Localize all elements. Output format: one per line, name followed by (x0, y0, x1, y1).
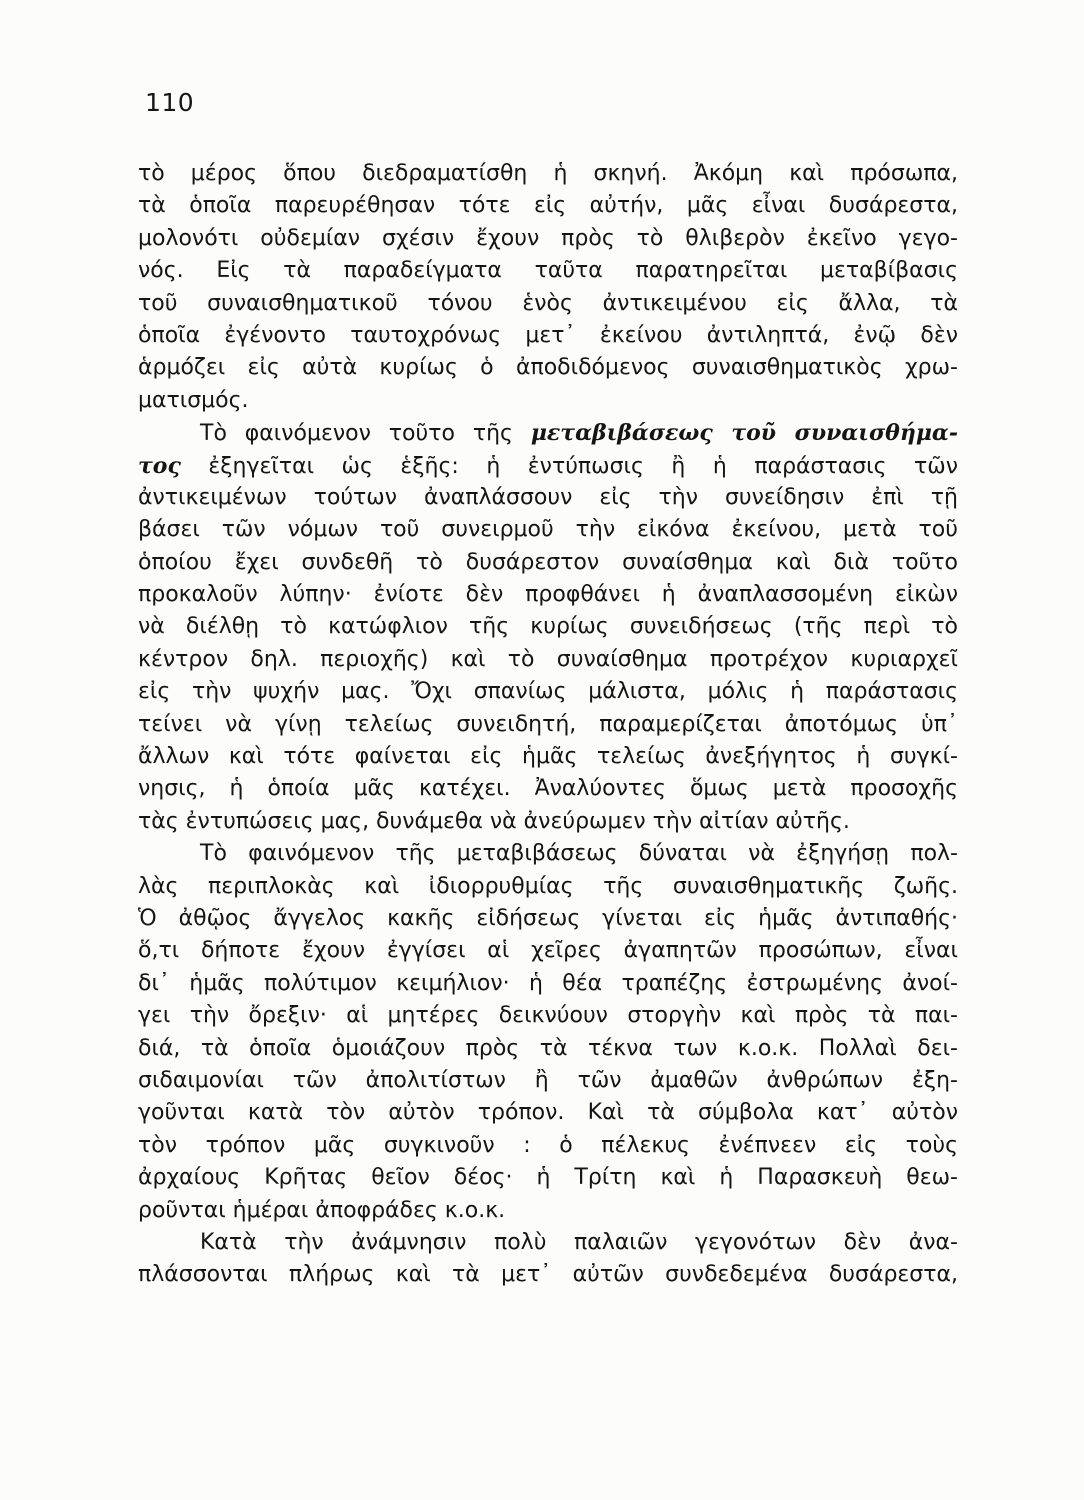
paragraph-2-opening: Τὸ φαινόμενον τοῦτο τῆς (200, 421, 531, 447)
text-line: ὁποίου ἔχει συνδεθῆ τὸ δυσάρεστον συναίσθημα καὶ διὰ τοῦτο (138, 549, 958, 575)
text-line: εἰς τὴν ψυχήν μας. Ὄχι σπανίως μάλιστα, μόλις ἡ παράστασις (138, 679, 958, 705)
text-line: τὰς ἐντυπώσεις μας, δυνάμεθα νὰ ἀνεύρωμεν τὴν αἰτίαν αὐτῆς. (138, 808, 850, 834)
paragraph-4 (138, 1227, 958, 1292)
paragraph-3 (138, 838, 958, 1227)
text-line: Ὁ ἀθῷος ἄγγελος κακῆς εἰδήσεως γίνεται εἰς ἡμᾶς ἀντιπαθής· (138, 905, 958, 931)
text-line: βάσει τῶν νόμων τοῦ συνειρμοῦ τὴν εἰκόνα ἐκείνου, μετὰ τοῦ (138, 517, 958, 543)
text-line: γοῦνται κατὰ τὸν αὐτὸν τρόπον. Καὶ τὰ σύμβολα κατ᾽ αὐτὸν (138, 1100, 958, 1126)
page-number: 110 (145, 88, 195, 117)
text-line: ματισμός. (138, 387, 249, 413)
text-line: ἀρχαίους Κρῆτας θεῖον δέος· ἡ Τρίτη καὶ ἡ Παρασκευὴ θεω- (138, 1165, 958, 1191)
text-line: μολονότι οὐδεμίαν σχέσιν ἔχουν πρὸς τὸ θλιβερὸν ἐκεῖνο γεγο- (138, 225, 958, 251)
text-line: ροῦνται ἡμέραι ἀποφράδες κ.ο.κ. (138, 1197, 506, 1223)
text-line: προκαλοῦν λύπην· ἐνίοτε δὲν προφθάνει ἡ ἀναπλασσομένη εἰκὼν (138, 582, 958, 608)
paragraph-2-continuation: ἐξηγεῖται ὡς ἑξῆς: ἡ ἐντύπωσις ἢ ἡ παράστασις τῶν (180, 453, 958, 479)
text-line: κέντρον δηλ. περιοχῆς) καὶ τὸ συναίσθημα προτρέχον κυριαρχεῖ (138, 646, 958, 672)
text-line: δι᾽ ἡμᾶς πολύτιμον κειμήλιον· ἡ θέα τραπέζης ἐστρωμένης ἀνοί- (138, 970, 958, 996)
text-line: ἀντικειμένων τούτων ἀναπλάσσουν εἰς τὴν συνείδησιν ἐπὶ τῇ (138, 484, 958, 510)
text-line (138, 450, 958, 482)
text-line: ὁποῖα ἐγένοντο ταυτοχρόνως μετ᾽ ἐκείνου ἀντιληπτά, ἐνῷ δὲν (138, 322, 958, 348)
body-text (138, 158, 958, 1292)
text-line: νησις, ἡ ὁποία μᾶς κατέχει. Ἀναλύοντες ὅμως μετὰ προσοχῆς (138, 776, 958, 802)
paragraph-2 (138, 417, 958, 838)
text-line: τοῦ συναισθηματικοῦ τόνου ἑνὸς ἀντικειμένου εἰς ἄλλα, τὰ (138, 290, 958, 316)
text-line: Κατὰ τὴν ἀνάμνησιν πολὺ παλαιῶν γεγονότων δὲν ἀνα- (200, 1229, 958, 1255)
text-line: διά, τὰ ὁποῖα ὁμοιάζουν πρὸς τὰ τέκνα των κ.ο.κ. Πολλαὶ δει- (138, 1035, 958, 1061)
text-line: τὸ μέρος ὅπου διεδραματίσθη ἡ σκηνή. Ἀκόμη καὶ πρόσωπα, (138, 161, 958, 186)
text-line: σιδαιμονίαι τῶν ἀπολιτίστων ἢ τῶν ἀμαθῶν ἀνθρώπων ἐξη- (138, 1067, 958, 1093)
text-line: ὅ,τι δήποτε ἔχουν ἐγγίσει αἱ χεῖρες ἀγαπητῶν προσώπων, εἶναι (138, 938, 958, 964)
text-line: τὸν τρόπον μᾶς συγκινοῦν : ὁ πέλεκυς ἐνέπνεεν εἰς τοὺς (138, 1132, 958, 1158)
emphasized-term-end: τος (138, 452, 181, 479)
text-line: πλάσσονται πλήρως καὶ τὰ μετ᾽ αὐτῶν συνδεδεμένα δυσάρεστα, (138, 1262, 958, 1288)
emphasized-term: μεταβιβάσεως τοῦ συναισθήμα- (530, 420, 958, 447)
text-line: νὰ διέλθῃ τὸ κατώφλιον τῆς κυρίως συνειδήσεως (τῆς περὶ τὸ (138, 614, 958, 640)
text-line: λὰς περιπλοκὰς καὶ ἰδιορρυθμίας τῆς συναισθηματικῆς ζωῆς. (138, 873, 958, 899)
text-line: ἄλλων καὶ τότε φαίνεται εἰς ἡμᾶς τελείως ἀνεξήγητος ἡ συγκί- (138, 744, 958, 770)
text-line: ἁρμόζει εἰς αὐτὰ κυρίως ὁ ἀποδιδόμενος συναισθηματικὸς χρω- (138, 355, 958, 381)
text-line: γει τὴν ὄρεξιν· αἱ μητέρες δεικνύουν στοργὴν καὶ πρὸς τὰ παι- (138, 1003, 958, 1029)
text-line (138, 417, 958, 449)
text-line: τὰ ὁποῖα παρευρέθησαν τότε εἰς αὐτήν, μᾶς εἶναι δυσάρεστα, (138, 193, 958, 219)
text-line: Τὸ φαινόμενον τῆς μεταβιβάσεως δύναται νὰ ἐξηγήσῃ πολ- (200, 841, 958, 867)
text-line: τείνει νὰ γίνῃ τελείως συνειδητή, παραμερίζεται ἀποτόμως ὑπ᾽ (138, 711, 958, 737)
text-line: νός. Εἰς τὰ παραδείγματα ταῦτα παρατηρεῖται μεταβίβασις (138, 258, 958, 284)
paragraph-1 (138, 158, 958, 417)
